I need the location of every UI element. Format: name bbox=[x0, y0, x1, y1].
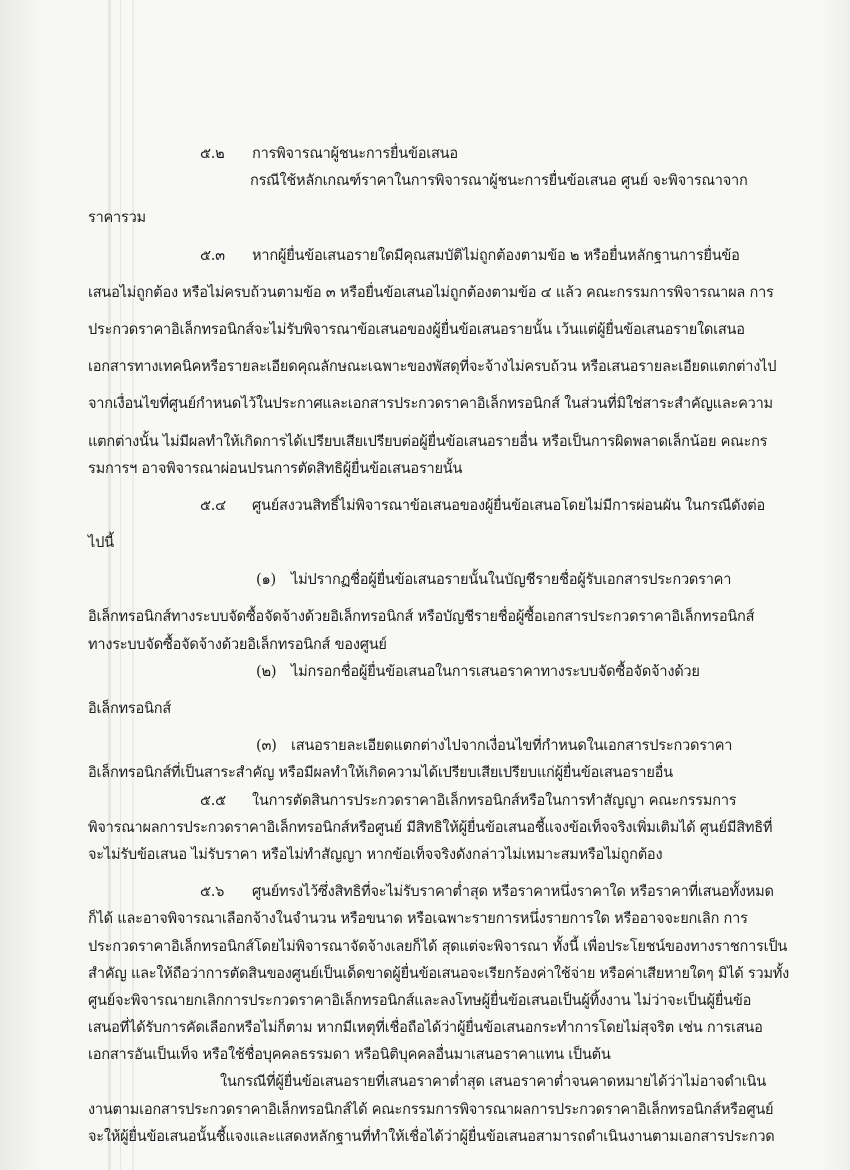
section-number: ๕.๖ bbox=[200, 883, 225, 901]
section-number: ๕.๓ bbox=[200, 246, 225, 264]
paragraph-line: ประกวดราคาอิเล็กทรอนิกส์โดยไม่พิจารณาจัดจ้างเลยก็ได้ สุดแต่จะพิจารณา ทั้งนี้ เพื่อประโยชน์ของทางราชการเป็น bbox=[88, 937, 788, 955]
section-heading bbox=[88, 140, 758, 167]
section-paragraph bbox=[88, 492, 765, 519]
paragraph-line: จะให้ผู้ยื่นข้อเสนอนั้นชี้แจงและแสดงหลักฐานที่ทำให้เชื่อได้ว่าผู้ยื่นข้อเสนอสามารถดำเนินงานตามเอกสารประกวด bbox=[88, 1127, 775, 1145]
document-body bbox=[88, 140, 790, 1150]
item-line: ทางระบบจัดซื้อจัดจ้างด้วยอิเล็กทรอนิกส์ ของศูนย์ bbox=[88, 635, 387, 653]
item-line: ไม่กรอกชื่อผู้ยื่นข้อเสนอในการเสนอราคาทางระบบจัดซื้อจัดจ้างด้วย bbox=[291, 662, 700, 680]
section-number: ๕.๒ bbox=[200, 145, 225, 162]
paragraph-line: ในการตัดสินการประกวดราคาอิเล็กทรอนิกส์หรือในการทำสัญญา คณะกรรมการ bbox=[252, 791, 737, 809]
paragraph-line: ในกรณีที่ผู้ยื่นข้อเสนอรายที่เสนอราคาต่ำสุด เสนอราคาต่ำจนคาดหมายได้ว่าไม่อาจดำเนิน bbox=[220, 1073, 766, 1091]
paragraph-line: กรณีใช้หลักเกณฑ์ราคาในการพิจารณาผู้ชนะการยื่นข้อเสนอ ศูนย์ จะพิจารณาจาก bbox=[250, 172, 748, 190]
paragraph-line: ไปนี้ bbox=[88, 534, 114, 552]
paragraph-line: จะไม่รับข้อเสนอ ไม่รับราคา หรือไม่ทำสัญญา หากข้อเท็จจริงดังกล่าวไม่เหมาะสมหรือไม่ถูกต้อง bbox=[88, 845, 663, 863]
paragraph-line: ราคารวม bbox=[88, 209, 146, 227]
item-line: เสนอรายละเอียดแตกต่างไปจากเงื่อนไขที่กำหนดในเอกสารประกวดราคา bbox=[291, 737, 733, 755]
paragraph-line: เอกสารทางเทคนิคหรือรายละเอียดคุณลักษณะเฉพาะของพัสดุที่จะจ้างไม่ครบถ้วน หรือเสนอรายละเอียดแตกต่างไป bbox=[88, 358, 777, 376]
item-line: ไม่ปรากฏชื่อผู้ยื่นข้อเสนอรายนั้นในบัญชีรายชื่อผู้รับเอกสารประกวดราคา bbox=[291, 571, 732, 589]
paragraph-line: ศูนย์ทรงไว้ซึ่งสิทธิที่จะไม่รับราคาต่ำสุด หรือราคาหนึ่งราคาใด หรือราคาที่เสนอทั้งหมด bbox=[252, 883, 774, 901]
list-item bbox=[88, 566, 758, 593]
item-line: อิเล็กทรอนิกส์ทางระบบจัดซื้อจัดจ้างด้วยอิเล็กทรอนิกส์ หรือบัญชีรายชื่อผู้ซื้อเอกสารประกวดราคาอิเล็กทรอนิกส์ bbox=[88, 608, 755, 626]
section-number: ๕.๔ bbox=[200, 496, 226, 514]
paragraph-line: จากเงื่อนไขที่ศูนย์กำหนดไว้ในประกาศและเอกสารประกวดราคาอิเล็กทรอนิกส์ ในส่วนที่มิใช่สาระสำคัญและความ bbox=[88, 395, 773, 413]
section-paragraph bbox=[88, 878, 774, 905]
paragraph-line: หากผู้ยื่นข้อเสนอรายใดมีคุณสมบัติไม่ถูกต้องตามข้อ ๒ หรือยื่นหลักฐานการยื่นข้อ bbox=[252, 246, 740, 264]
paragraph-line: เสนอไม่ถูกต้อง หรือไม่ครบถ้วนตามข้อ ๓ หรือยื่นข้อเสนอไม่ถูกต้องตามข้อ ๔ แล้ว คณะกรรมการพิจารณาผล การ bbox=[88, 283, 774, 301]
item-number: (๒) bbox=[256, 662, 277, 680]
list-item bbox=[88, 732, 758, 759]
paragraph-line: ศูนย์จะพิจารณายกเลิกการประกวดราคาอิเล็กทรอนิกส์และลงโทษผู้ยื่นข้อเสนอเป็นผู้ทิ้งงาน ไม่ว่าจะเป็นผู้ยื่นข้อ bbox=[88, 991, 752, 1009]
item-line: อิเล็กทรอนิกส์ที่เป็นสาระสำคัญ หรือมีผลทำให้เกิดความได้เปรียบเสียเปรียบแก่ผู้ยื่นข้อเสนอรายอื่น bbox=[88, 764, 673, 782]
section-paragraph bbox=[88, 787, 758, 814]
paragraph-line: รมการฯ อาจพิจารณาผ่อนปรนการตัดสิทธิผู้ยื่นข้อเสนอรายนั้น bbox=[88, 459, 463, 477]
item-number: (๓) bbox=[256, 737, 277, 755]
paragraph-line: ศูนย์สงวนสิทธิ์ไม่พิจารณาข้อเสนอของผู้ยื่นข้อเสนอโดยไม่มีการผ่อนผัน ในกรณีดังต่อ bbox=[252, 496, 765, 514]
paragraph-line: แตกต่างนั้น ไม่มีผลทำให้เกิดการได้เปรียบเสียเปรียบต่อผู้ยื่นข้อเสนอรายอื่น หรือเป็นการผิดพลาดเล็กน้อย คณะกร bbox=[88, 432, 768, 450]
item-number: (๑) bbox=[256, 571, 276, 589]
paragraph-line: ประกวดราคาอิเล็กทรอนิกส์จะไม่รับพิจารณาข้อเสนอของผู้ยื่นข้อเสนอรายนั้น เว้นแต่ผู้ยื่นข้อเสนอรายใดเสนอ bbox=[88, 320, 745, 338]
list-item bbox=[88, 658, 758, 685]
paragraph-line: พิจารณาผลการประกวดราคาอิเล็กทรอนิกส์หรือศูนย์ มีสิทธิให้ผู้ยื่นข้อเสนอชี้แจงข้อเท็จจริงเพิ่มเติมได้ ศูนย์มีสิทธิที่ bbox=[88, 818, 773, 836]
paragraph-line: งานตามเอกสารประกวดราคาอิเล็กทรอนิกส์ได้ คณะกรรมการพิจารณาผลการประกวดราคาอิเล็กทรอนิกส์หรือศูนย์ bbox=[88, 1100, 774, 1118]
paragraph-line: เสนอที่ได้รับการคัดเลือกหรือไม่ก็ตาม หากมีเหตุที่เชื่อถือได้ว่าผู้ยื่นข้อเสนอกระทำการโดยไม่สุจริต เช่น การเสนอ bbox=[88, 1019, 763, 1037]
paragraph-line: สำคัญ และให้ถือว่าการตัดสินของศูนย์เป็นเด็ดขาดผู้ยื่นข้อเสนอจะเรียกร้องค่าใช้จ่าย หรือค่าเสียหายใดๆ มิได้ รวมทั้ง bbox=[88, 964, 790, 982]
paragraph-line: ก็ได้ และอาจพิจารณาเลือกจ้างในจำนวน หรือขนาด หรือเฉพาะรายการหนึ่งรายการใด หรืออาจจะยกเลิก การ bbox=[88, 910, 748, 928]
paragraph-line: เอกสารอันเป็นเท็จ หรือใช้ชื่อบุคคลธรรมดา หรือนิติบุคคลอื่นมาเสนอราคาแทน เป็นต้น bbox=[88, 1046, 611, 1064]
section-title: การพิจารณาผู้ชนะการยื่นข้อเสนอ bbox=[252, 145, 458, 162]
item-line: อิเล็กทรอนิกส์ bbox=[88, 700, 171, 717]
section-number: ๕.๕ bbox=[200, 791, 226, 809]
section-paragraph bbox=[88, 242, 758, 269]
